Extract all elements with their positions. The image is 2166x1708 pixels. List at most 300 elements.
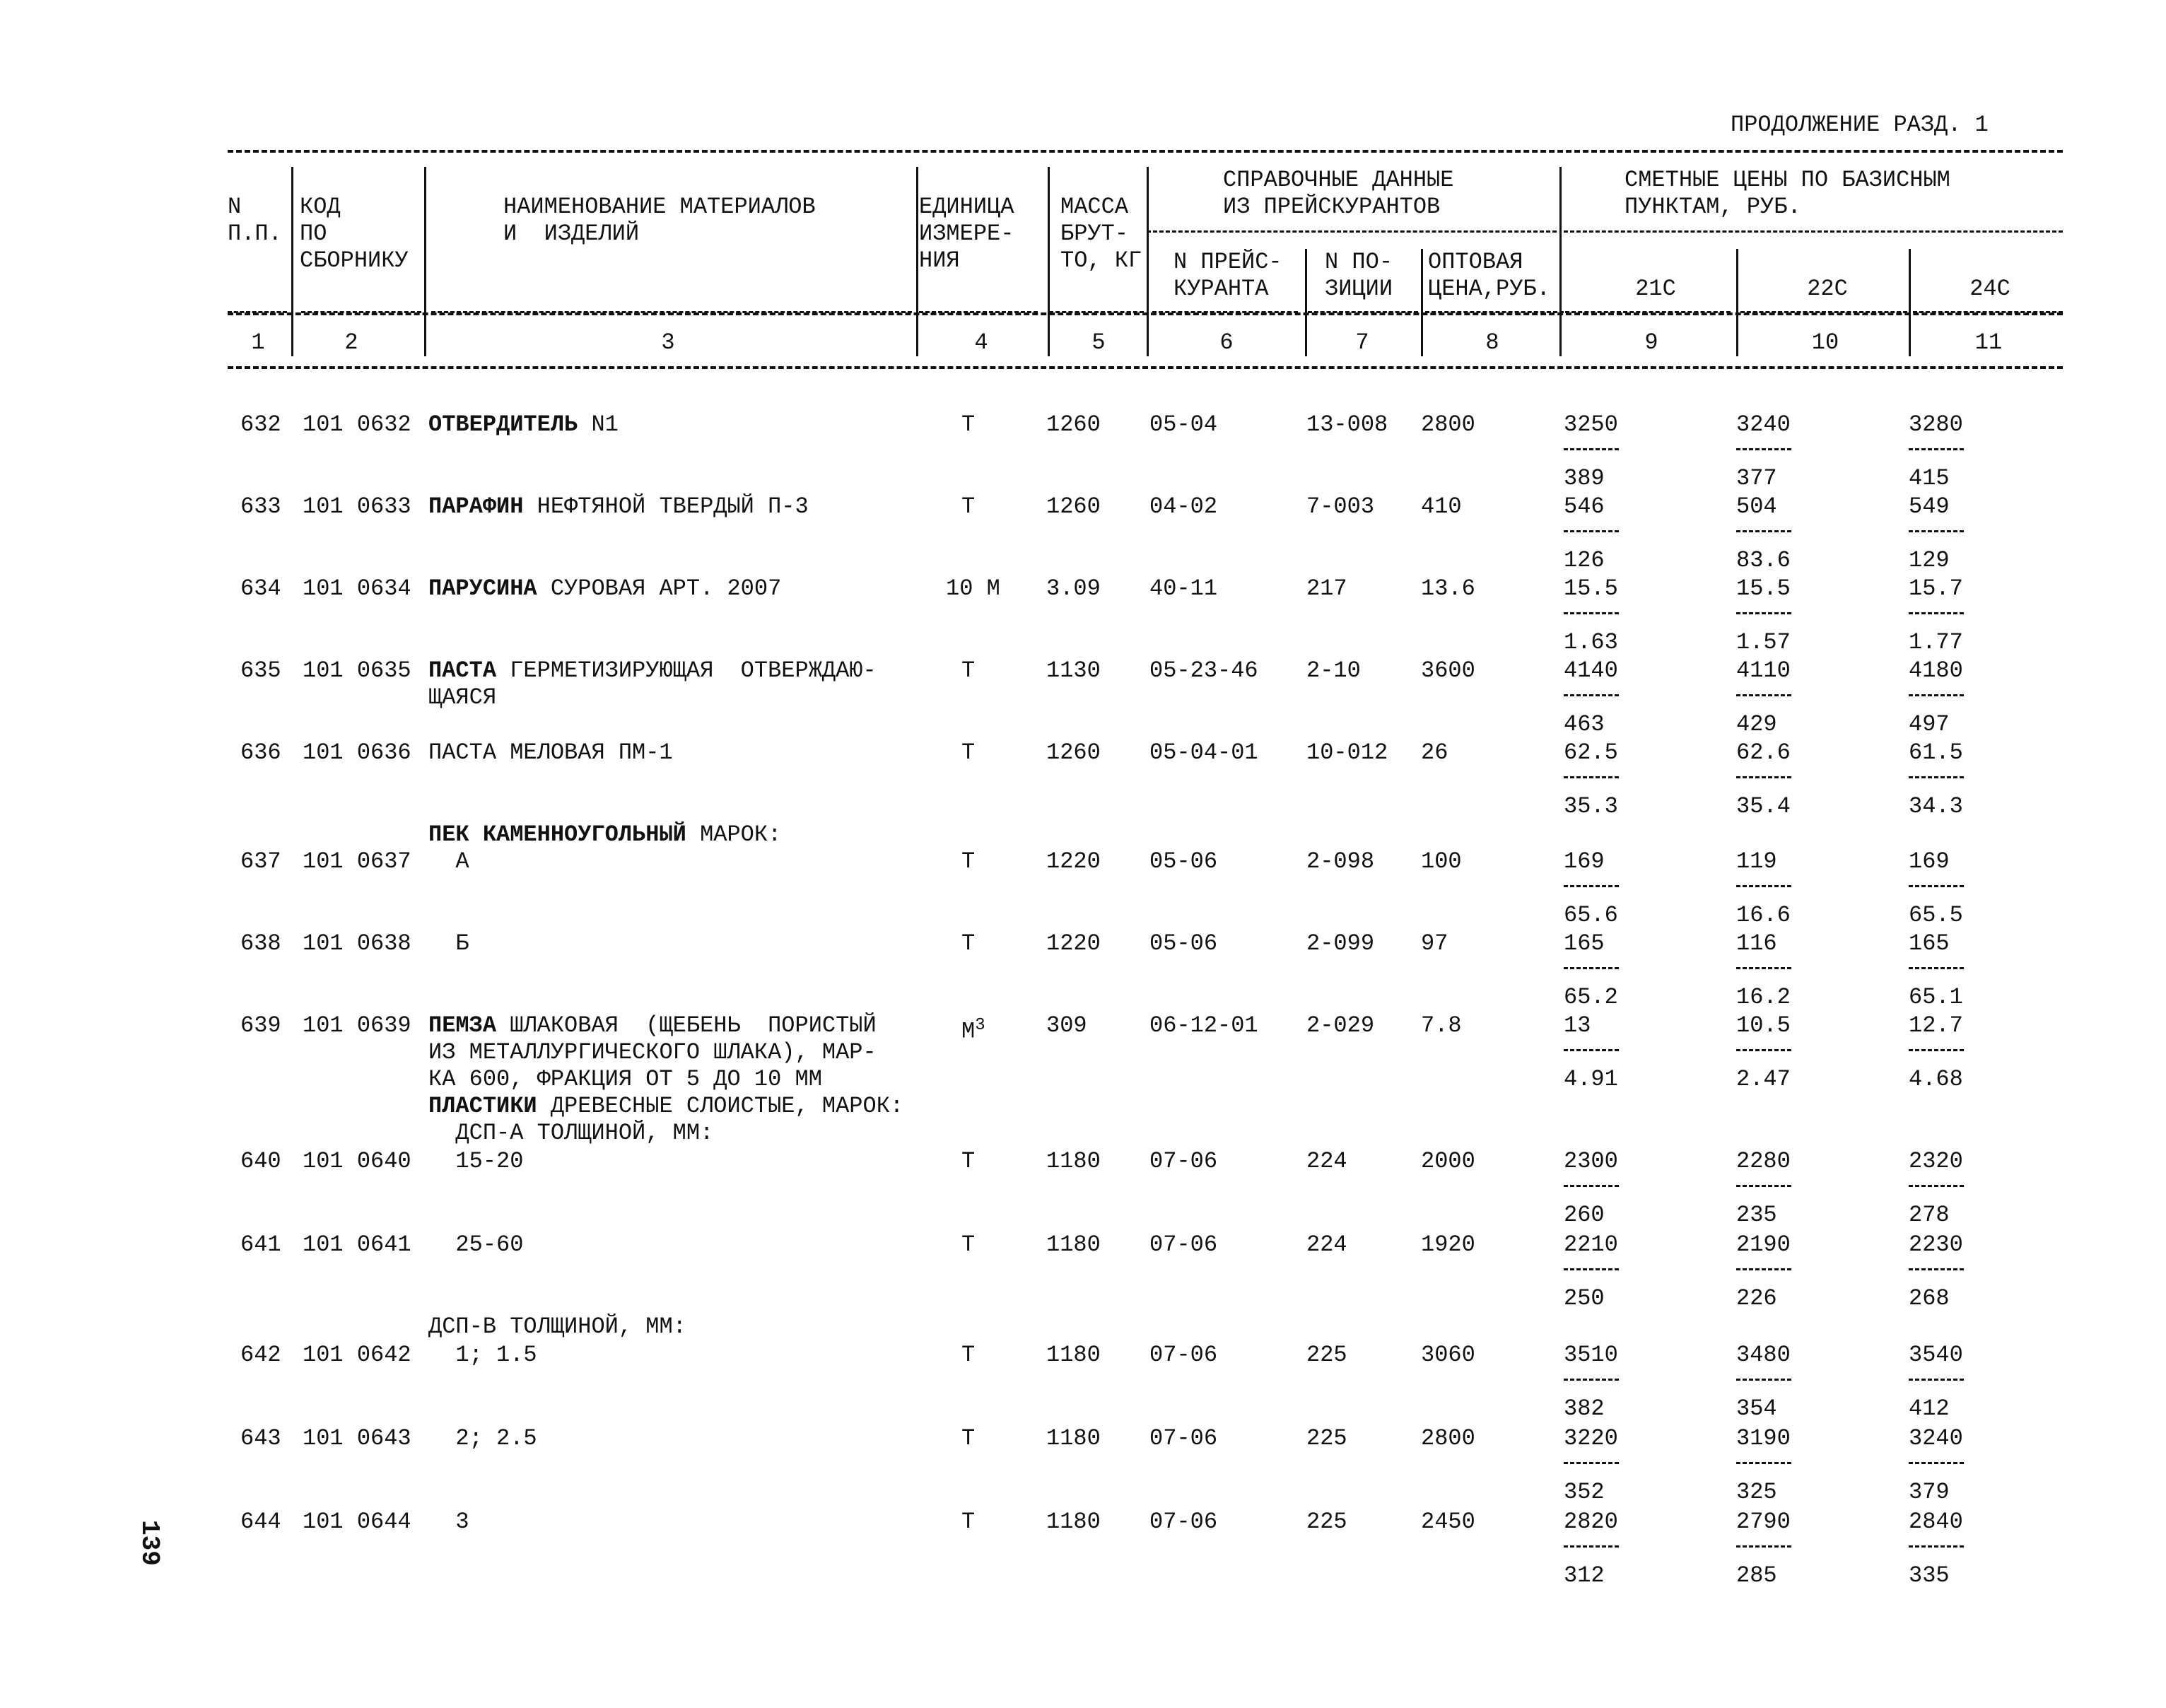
row-number: 643	[240, 1425, 281, 1451]
price-21c-fraction-rule	[1564, 776, 1619, 778]
column-divider	[1147, 167, 1149, 356]
row-number: 637	[240, 848, 281, 875]
price-21c-value: 4140	[1564, 657, 1618, 684]
unit	[961, 1232, 975, 1258]
row-number: 633	[240, 493, 281, 520]
col-number-3: 3	[661, 329, 675, 356]
price-24c-fraction-rule	[1909, 448, 1964, 450]
col-heading-24c: 24С	[1969, 276, 2010, 302]
price-22c-fraction-rule	[1736, 530, 1791, 532]
col-number-10: 10	[1811, 329, 1839, 356]
price-21c-fraction-rule	[1564, 967, 1619, 969]
price-21c-value: 3250	[1564, 411, 1618, 438]
price-24c-labor-value: 4.68	[1909, 1066, 1963, 1092]
material-name	[428, 657, 877, 684]
price-21c-labor-value: 65.6	[1564, 902, 1618, 928]
price-21c-labor-value: 1.63	[1564, 629, 1618, 655]
pricelist-number: 07-06	[1149, 1509, 1218, 1535]
price-21c-fraction-rule	[1564, 885, 1619, 887]
unit-text: Т	[961, 1425, 976, 1451]
price-22c-value: 10.5	[1736, 1012, 1791, 1039]
price-21c-labor-value: 260	[1564, 1202, 1605, 1228]
col-heading-name: И ИЗДЕЛИЙ	[503, 221, 640, 247]
price-21c-value: 2210	[1564, 1232, 1618, 1258]
wholesale-price: 2450	[1421, 1509, 1475, 1535]
price-24c-value: 15.7	[1909, 575, 1963, 602]
price-21c-labor-value: 312	[1564, 1562, 1605, 1589]
wholesale-price: 3060	[1421, 1342, 1475, 1368]
position-number: 10-012	[1306, 739, 1388, 766]
price-22c-labor-value: 354	[1736, 1396, 1777, 1422]
price-22c-value: 116	[1736, 930, 1777, 957]
pricelist-number: 07-06	[1149, 1342, 1218, 1368]
col-heading-number: N	[228, 194, 242, 220]
unit	[961, 493, 975, 520]
row-number: 636	[240, 739, 281, 766]
col-heading-wholesale: ОПТОВАЯ	[1428, 249, 1523, 275]
price-21c-fraction-rule	[1564, 1049, 1619, 1051]
col-number-4: 4	[974, 329, 988, 356]
col-number-11: 11	[1974, 329, 2003, 356]
price-24c-value: 4180	[1909, 657, 1963, 684]
mass: 3.09	[1046, 575, 1101, 602]
unit	[961, 1148, 975, 1175]
price-24c-labor-value: 65.1	[1909, 984, 1963, 1010]
row-code: 101 0643	[303, 1425, 411, 1451]
price-21c-fraction-rule	[1564, 1379, 1619, 1381]
ref-group-heading: СПРАВОЧНЫЕ ДАННЫЕ	[1223, 167, 1454, 193]
column-divider	[1048, 167, 1050, 356]
header-bottom-rule	[228, 366, 2063, 369]
material-name-rest: Б	[428, 930, 469, 957]
unit	[961, 411, 975, 438]
col-heading-code: СБОРНИКУ	[300, 247, 409, 274]
row-code: 101 0639	[303, 1012, 411, 1039]
mass: 1180	[1046, 1509, 1101, 1535]
price-22c-fraction-rule	[1736, 1545, 1791, 1548]
price-22c-value: 15.5	[1736, 575, 1791, 602]
mass: 309	[1046, 1012, 1087, 1039]
material-name-bold: ПАРУСИНА	[428, 575, 537, 602]
price-24c-labor-value: 65.5	[1909, 902, 1963, 928]
unit-text: 10 М	[946, 575, 1000, 602]
price-22c-labor-value: 377	[1736, 465, 1777, 491]
mass: 1180	[1046, 1342, 1101, 1368]
price-22c-fraction-rule	[1736, 1462, 1791, 1464]
wholesale-price: 13.6	[1421, 575, 1475, 602]
price-22c-labor-value: 83.6	[1736, 547, 1791, 573]
row-code: 101 0644	[303, 1509, 411, 1535]
row-number: 639	[240, 1012, 281, 1039]
position-number: 217	[1306, 575, 1347, 602]
price-21c-fraction-rule	[1564, 694, 1619, 696]
position-number: 225	[1306, 1509, 1347, 1535]
wholesale-price: 2800	[1421, 411, 1475, 438]
header-cell-rule	[1049, 311, 1144, 313]
material-name-rest: ДРЕВЕСНЫЕ СЛОИСТЫЕ, МАРОК:	[537, 1093, 904, 1119]
price-21c-value: 165	[1564, 930, 1605, 957]
price-21c-value: 169	[1564, 848, 1605, 875]
header-cell-rule	[228, 311, 287, 313]
price-24c-fraction-rule	[1909, 530, 1964, 532]
price-21c-value: 2820	[1564, 1509, 1618, 1535]
unit	[961, 1012, 985, 1046]
price-22c-fraction-rule	[1736, 885, 1791, 887]
row-number: 644	[240, 1509, 281, 1535]
mass: 1220	[1046, 848, 1101, 875]
unit	[961, 1425, 975, 1452]
price-21c-fraction-rule	[1564, 1545, 1619, 1548]
position-number: 2-099	[1306, 930, 1375, 957]
column-divider	[291, 167, 293, 356]
col-number-9: 9	[1644, 329, 1658, 356]
position-number: 225	[1306, 1342, 1347, 1368]
unit-text: Т	[961, 657, 976, 684]
position-number: 13-008	[1306, 411, 1388, 438]
price-24c-value: 2840	[1909, 1509, 1963, 1535]
material-name-rest: НЕФТЯНОЙ ТВЕРДЫЙ П-3	[523, 493, 809, 520]
unit-text: Т	[961, 1232, 976, 1258]
price-24c-fraction-rule	[1909, 1268, 1964, 1270]
pricelist-number: 06-12-01	[1149, 1012, 1258, 1039]
price-22c-value: 504	[1736, 493, 1777, 520]
ref-group-rule	[1147, 230, 1557, 233]
price-21c-value: 13	[1564, 1012, 1591, 1039]
continuation-note: ПРОДОЛЖЕНИЕ РАЗД. 1	[1731, 112, 1989, 138]
row-number: 634	[240, 575, 281, 602]
unit-text: Т	[961, 848, 976, 875]
price-21c-fraction-rule	[1564, 530, 1619, 532]
pricelist-number: 07-06	[1149, 1148, 1218, 1174]
material-name-rest: ШЛАКОВАЯ (ЩЕБЕНЬ ПОРИСТЫЙ	[496, 1012, 877, 1039]
price-24c-fraction-rule	[1909, 1545, 1964, 1548]
price-21c-value: 15.5	[1564, 575, 1618, 602]
material-name-rest: N1	[578, 411, 619, 438]
price-21c-labor-value: 382	[1564, 1396, 1605, 1422]
price-24c-value: 165	[1909, 930, 1950, 957]
price-22c-fraction-rule	[1736, 1185, 1791, 1187]
price-24c-labor-value: 278	[1909, 1202, 1950, 1228]
material-name-line2: ЩАЯСЯ	[428, 684, 497, 710]
header-cell-rule	[1425, 311, 1564, 313]
col-number-1: 1	[251, 329, 265, 356]
wholesale-price: 2800	[1421, 1425, 1475, 1451]
header-cell-rule	[919, 311, 1038, 313]
price-24c-fraction-rule	[1909, 694, 1964, 696]
col-heading-pricelist: N ПРЕЙС-	[1173, 249, 1282, 275]
price-24c-value: 12.7	[1909, 1012, 1963, 1039]
col-heading-wholesale: ЦЕНА,РУБ.	[1428, 276, 1550, 302]
material-name-line2: ИЗ МЕТАЛЛУРГИЧЕСКОГО ШЛАКА), МАР-	[428, 1039, 877, 1065]
price-24c-fraction-rule	[1909, 1185, 1964, 1187]
pricelist-number: 40-11	[1149, 575, 1218, 602]
col-heading-unit: НИЯ	[919, 247, 960, 274]
material-name	[428, 1093, 903, 1120]
column-divider	[424, 167, 426, 356]
unit-text: М	[961, 1018, 976, 1045]
price-22c-labor-value: 325	[1736, 1479, 1777, 1505]
col-heading-mass: МАССА	[1060, 194, 1129, 220]
material-name-rest: ГЕРМЕТИЗИРУЮЩАЯ ОТВЕРЖДАЮ-	[496, 657, 877, 684]
mass: 1260	[1046, 739, 1101, 766]
wholesale-price: 7.8	[1421, 1012, 1462, 1039]
price-24c-labor-value: 129	[1909, 547, 1950, 573]
price-22c-labor-value: 285	[1736, 1562, 1777, 1589]
unit	[946, 575, 1000, 602]
price-24c-labor-value: 415	[1909, 465, 1950, 491]
price-21c-labor-value: 389	[1564, 465, 1605, 491]
unit-text: Т	[961, 739, 976, 766]
header-top-rule	[228, 150, 2063, 153]
position-number: 224	[1306, 1148, 1347, 1174]
price-22c-labor-value: 429	[1736, 711, 1777, 737]
column-divider	[1559, 167, 1562, 356]
header-cell-rule	[1913, 311, 2063, 313]
material-name-rest: 2; 2.5	[428, 1425, 537, 1451]
price-24c-fraction-rule	[1909, 885, 1964, 887]
price-22c-labor-value: 2.47	[1736, 1066, 1791, 1092]
price-21c-value: 3220	[1564, 1425, 1618, 1451]
material-name	[428, 848, 469, 875]
unit	[961, 1342, 975, 1369]
row-number: 641	[240, 1232, 281, 1258]
price-22c-value: 3240	[1736, 411, 1791, 438]
col-heading-position: ЗИЦИИ	[1325, 276, 1393, 302]
col-heading-code: ПО	[300, 221, 327, 247]
unit	[961, 930, 975, 957]
price-24c-labor-value: 379	[1909, 1479, 1950, 1505]
row-number: 638	[240, 930, 281, 957]
unit-text: Т	[961, 1342, 976, 1368]
row-code: 101 0635	[303, 657, 411, 684]
material-name-bold: ОТВЕРДИТЕЛЬ	[428, 411, 578, 438]
price-24c-value: 3240	[1909, 1425, 1963, 1451]
material-name-bold: ПЕМЗА	[428, 1012, 497, 1039]
material-name-bold: ПЛАСТИКИ	[428, 1093, 537, 1119]
header-cell-rule	[1565, 311, 1731, 313]
row-code: 101 0640	[303, 1148, 411, 1174]
price-24c-fraction-rule	[1909, 967, 1964, 969]
header-cell-rule	[1308, 311, 1418, 313]
wholesale-price: 410	[1421, 493, 1462, 520]
price-24c-fraction-rule	[1909, 612, 1964, 614]
material-name	[428, 1425, 537, 1452]
row-code: 101 0636	[303, 739, 411, 766]
col-heading-mass: БРУТ-	[1060, 221, 1129, 247]
price-21c-fraction-rule	[1564, 1185, 1619, 1187]
price-22c-fraction-rule	[1736, 776, 1791, 778]
unit-text: Т	[961, 493, 976, 520]
material-name-rest: 25-60	[428, 1232, 524, 1258]
mass: 1180	[1046, 1425, 1101, 1451]
mass: 1220	[1046, 930, 1101, 957]
price-22c-value: 2280	[1736, 1148, 1791, 1174]
header-cell-rule	[1740, 311, 1907, 313]
price-22c-value: 119	[1736, 848, 1777, 875]
unit	[961, 657, 975, 684]
price-21c-fraction-rule	[1564, 1268, 1619, 1270]
material-name-rest: ДСП-В ТОЛЩИНОЙ, ММ:	[428, 1314, 686, 1340]
material-name-bold: ПЕК КАМЕННОУГОЛЬНЫЙ	[428, 821, 686, 848]
pricelist-number: 05-06	[1149, 848, 1218, 875]
unit	[961, 848, 975, 875]
wholesale-price: 26	[1421, 739, 1448, 766]
price-21c-labor-value: 126	[1564, 547, 1605, 573]
pricelist-number: 05-06	[1149, 930, 1218, 957]
material-name-rest: 1; 1.5	[428, 1342, 537, 1368]
pricelist-number: 04-02	[1149, 493, 1218, 520]
price-group-heading: ПУНКТАМ, РУБ.	[1624, 194, 1801, 220]
price-24c-fraction-rule	[1909, 776, 1964, 778]
price-24c-labor-value: 268	[1909, 1285, 1950, 1311]
pricelist-number: 05-23-46	[1149, 657, 1258, 684]
price-22c-fraction-rule	[1736, 1268, 1791, 1270]
price-21c-labor-value: 352	[1564, 1479, 1605, 1505]
material-name-line2: ДСП-А ТОЛЩИНОЙ, ММ:	[428, 1120, 714, 1146]
mass: 1180	[1046, 1148, 1101, 1174]
price-group-rule	[1564, 230, 2063, 233]
material-name-rest: 3	[428, 1509, 469, 1535]
unit	[961, 1509, 975, 1536]
price-24c-value: 61.5	[1909, 739, 1963, 766]
col-heading-22c: 22С	[1807, 276, 1848, 302]
material-name	[428, 575, 781, 602]
price-22c-fraction-rule	[1736, 967, 1791, 969]
material-name-line3: КА 600, ФРАКЦИЯ ОТ 5 ДО 10 ММ	[428, 1066, 822, 1092]
row-number: 640	[240, 1148, 281, 1174]
material-name	[428, 1342, 537, 1369]
wholesale-price: 3600	[1421, 657, 1475, 684]
pricelist-number: 07-06	[1149, 1425, 1218, 1451]
price-21c-value: 546	[1564, 493, 1605, 520]
price-22c-fraction-rule	[1736, 694, 1791, 696]
price-24c-labor-value: 34.3	[1909, 793, 1963, 819]
pricelist-number: 05-04	[1149, 411, 1218, 438]
price-22c-labor-value: 35.4	[1736, 793, 1791, 819]
column-divider	[1736, 249, 1738, 356]
price-21c-labor-value: 35.3	[1564, 793, 1618, 819]
material-name-rest: СУРОВАЯ АРТ. 2007	[537, 575, 782, 602]
price-22c-labor-value: 1.57	[1736, 629, 1791, 655]
price-24c-labor-value: 335	[1909, 1562, 1950, 1589]
price-24c-labor-value: 1.77	[1909, 629, 1963, 655]
price-group-heading: СМЕТНЫЕ ЦЕНЫ ПО БАЗИСНЫМ	[1624, 167, 1950, 193]
price-22c-value: 3190	[1736, 1425, 1791, 1451]
row-code: 101 0642	[303, 1342, 411, 1368]
material-name	[428, 1314, 686, 1340]
price-24c-fraction-rule	[1909, 1049, 1964, 1051]
unit	[961, 739, 975, 766]
price-21c-value: 3510	[1564, 1342, 1618, 1368]
price-22c-fraction-rule	[1736, 1049, 1791, 1051]
pricelist-number: 05-04-01	[1149, 739, 1258, 766]
col-heading-pricelist: КУРАНТА	[1173, 276, 1269, 302]
row-code: 101 0632	[303, 411, 411, 438]
unit-superscript: 3	[975, 1016, 985, 1035]
material-name-rest: А	[428, 848, 469, 875]
price-24c-value: 169	[1909, 848, 1950, 875]
col-number-7: 7	[1355, 329, 1369, 356]
position-number: 2-029	[1306, 1012, 1375, 1039]
position-number: 2-098	[1306, 848, 1375, 875]
position-number: 2-10	[1306, 657, 1361, 684]
price-22c-labor-value: 226	[1736, 1285, 1777, 1311]
header-cell-rule	[1152, 311, 1298, 313]
price-21c-fraction-rule	[1564, 448, 1619, 450]
position-number: 7-003	[1306, 493, 1375, 520]
row-number: 635	[240, 657, 281, 684]
col-number-5: 5	[1091, 329, 1106, 356]
price-22c-value: 2790	[1736, 1509, 1791, 1535]
price-22c-value: 62.6	[1736, 739, 1791, 766]
row-code: 101 0634	[303, 575, 411, 602]
material-name	[428, 493, 809, 520]
wholesale-price: 2000	[1421, 1148, 1475, 1174]
price-21c-value: 2300	[1564, 1148, 1618, 1174]
col-heading-name: НАИМЕНОВАНИЕ МАТЕРИАЛОВ	[503, 194, 816, 220]
wholesale-price: 1920	[1421, 1232, 1475, 1258]
row-number: 632	[240, 411, 281, 438]
material-name-rest: 15-20	[428, 1148, 524, 1174]
mass: 1260	[1046, 411, 1101, 438]
price-24c-value: 2230	[1909, 1232, 1963, 1258]
col-heading-unit: ЕДИНИЦА	[919, 194, 1014, 220]
price-21c-labor-value: 250	[1564, 1285, 1605, 1311]
material-name	[428, 1148, 523, 1175]
price-22c-value: 4110	[1736, 657, 1791, 684]
col-heading-mass: ТО, КГ	[1060, 247, 1142, 274]
position-number: 224	[1306, 1232, 1347, 1258]
price-24c-fraction-rule	[1909, 1379, 1964, 1381]
price-24c-value: 2320	[1909, 1148, 1963, 1174]
header-cell-rule	[431, 311, 912, 313]
row-code: 101 0638	[303, 930, 411, 957]
row-code: 101 0633	[303, 493, 411, 520]
position-number: 225	[1306, 1425, 1347, 1451]
price-24c-labor-value: 412	[1909, 1396, 1950, 1422]
ref-group-heading: ИЗ ПРЕЙСКУРАНТОВ	[1223, 194, 1441, 220]
price-22c-labor-value: 16.2	[1736, 984, 1791, 1010]
price-22c-fraction-rule	[1736, 448, 1791, 450]
price-22c-labor-value: 16.6	[1736, 902, 1791, 928]
price-22c-value: 2190	[1736, 1232, 1791, 1258]
price-21c-labor-value: 463	[1564, 711, 1605, 737]
column-divider	[916, 167, 918, 356]
pricelist-number: 07-06	[1149, 1232, 1218, 1258]
material-name	[428, 821, 781, 848]
unit-text: Т	[961, 1148, 976, 1174]
unit-text: Т	[961, 1509, 976, 1535]
material-name	[428, 1012, 877, 1039]
price-22c-fraction-rule	[1736, 1379, 1791, 1381]
unit-text: Т	[961, 930, 976, 957]
page-number: 139	[135, 1520, 164, 1566]
material-name	[428, 930, 469, 957]
price-24c-value: 3280	[1909, 411, 1963, 438]
price-21c-fraction-rule	[1564, 1462, 1619, 1464]
col-heading-number: П.П.	[228, 221, 282, 247]
price-21c-labor-value: 65.2	[1564, 984, 1618, 1010]
material-name	[428, 411, 619, 438]
wholesale-price: 100	[1421, 848, 1462, 875]
mass: 1180	[1046, 1232, 1101, 1258]
row-number: 642	[240, 1342, 281, 1368]
col-heading-code: КОД	[300, 194, 341, 220]
mass: 1130	[1046, 657, 1101, 684]
material-name-rest: МАРОК:	[686, 821, 782, 848]
wholesale-price: 97	[1421, 930, 1448, 957]
material-name	[428, 1509, 469, 1536]
